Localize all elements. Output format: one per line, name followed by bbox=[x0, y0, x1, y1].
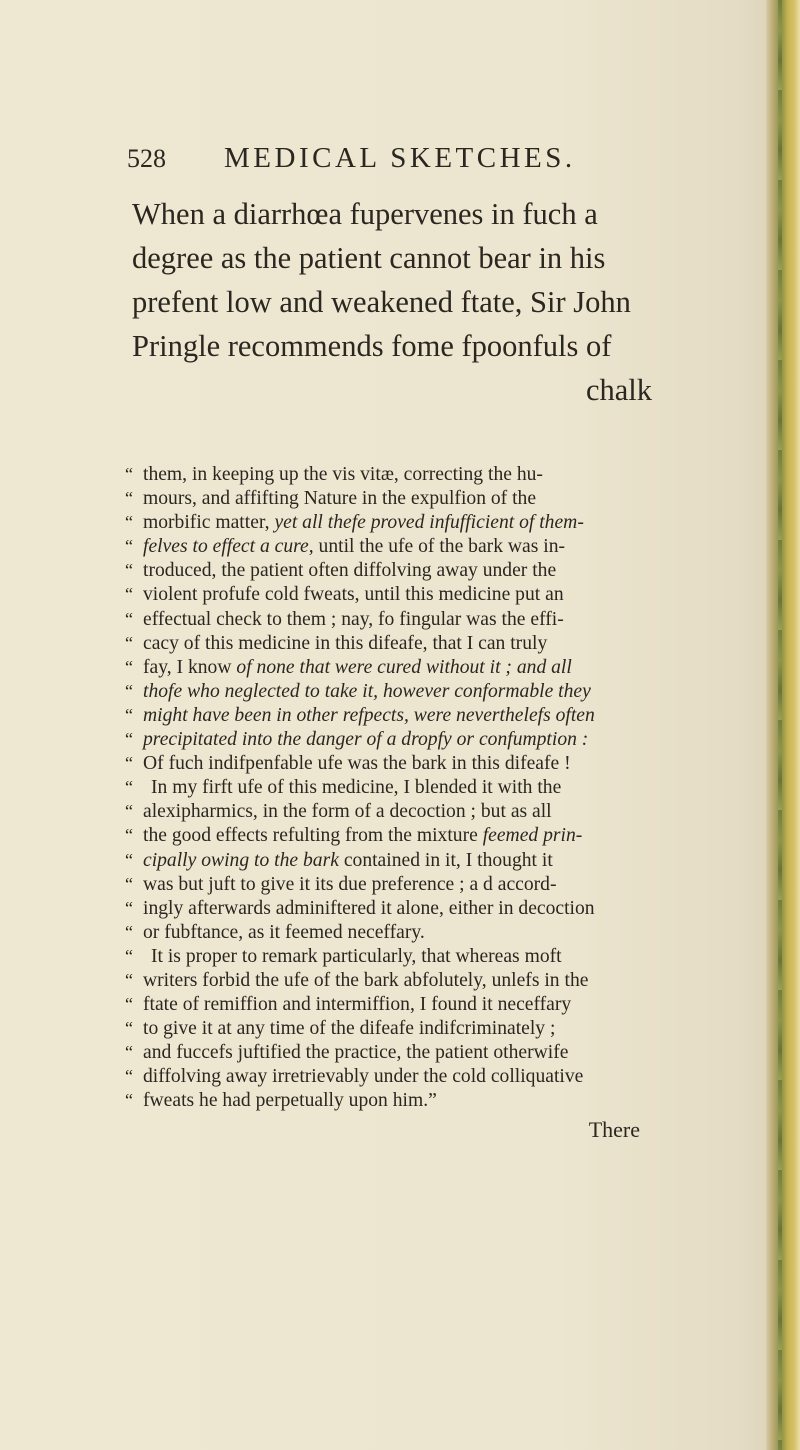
quote-mark: “ bbox=[125, 849, 133, 870]
quote-text-italic: might have been in other refpects, were neverthelefs often bbox=[143, 704, 595, 726]
catchword: There bbox=[588, 1117, 640, 1142]
quote-text: mours, and affifting Nature in the expulfion of the bbox=[143, 488, 537, 510]
quote-mark: “ bbox=[125, 1066, 133, 1087]
quote-text: fweats he had perpetually upon him.” bbox=[143, 1090, 437, 1112]
quote-text: ftate of remiffion and intermiffion, I found it neceffary bbox=[143, 994, 572, 1016]
quote-line bbox=[125, 775, 670, 799]
quote-text: was but juft to give it its due preference ; a d accord- bbox=[143, 873, 557, 895]
quote-mark: “ bbox=[125, 680, 133, 701]
quote-mark: “ bbox=[125, 488, 133, 509]
page-number: 528 bbox=[127, 144, 166, 173]
quote-text-italic: feemed prin- bbox=[482, 825, 583, 847]
quote-mark: “ bbox=[125, 656, 133, 677]
quote-line bbox=[125, 944, 670, 968]
quote-text: troduced, the patient often diffolving away under the bbox=[143, 560, 557, 582]
quote-line bbox=[125, 703, 670, 727]
quote-mark: “ bbox=[125, 560, 133, 581]
quote-mark: “ bbox=[125, 994, 133, 1015]
quote-text: diffolving away irretrievably under the cold colliquative bbox=[143, 1066, 584, 1088]
quote-mark: “ bbox=[125, 1090, 133, 1111]
quote-line bbox=[125, 631, 670, 655]
quote-line bbox=[125, 510, 670, 534]
quote-mark: “ bbox=[125, 632, 133, 653]
quote-line bbox=[125, 1040, 670, 1064]
quote-text: them, in keeping up the vis vitæ, correcting the hu- bbox=[143, 464, 543, 485]
quote-text: or fubftance, as it feemed neceffary. bbox=[143, 921, 425, 943]
quote-text: Of fuch indifpenfable ufe was the bark in this difeafe ! bbox=[143, 753, 571, 775]
intro-line-end: chalk bbox=[585, 373, 652, 407]
running-head: MEDICAL SKETCHES. bbox=[224, 142, 576, 174]
quote-mark: “ bbox=[125, 512, 133, 533]
quote-line bbox=[125, 848, 670, 872]
quote-text: ingly afterwards adminiftered it alone, either in decoction bbox=[143, 897, 595, 919]
quote-text: fay, I know bbox=[143, 656, 237, 678]
quote-mark: “ bbox=[125, 1018, 133, 1039]
quote-text: writers forbid the ufe of the bark abfolutely, unlefs in the bbox=[143, 969, 589, 991]
quote-text-italic: of none that were cured without it ; and all bbox=[236, 656, 572, 678]
quote-line bbox=[125, 920, 670, 944]
quote-line bbox=[125, 1064, 670, 1088]
quote-text: to give it at any time of the difeafe indifcriminately ; bbox=[143, 1018, 556, 1040]
quote-line bbox=[125, 751, 670, 775]
quote-line bbox=[125, 582, 670, 606]
quote-line bbox=[125, 486, 670, 510]
quote-text-italic: thofe who neglected to take it, however conformable they bbox=[143, 680, 591, 702]
quote-mark: “ bbox=[125, 1042, 133, 1063]
quote-mark: “ bbox=[125, 969, 133, 990]
quote-text: It is proper to remark particularly, that whereas moft bbox=[151, 945, 562, 967]
quote-text: cacy of this medicine in this difeafe, that I can truly bbox=[143, 632, 548, 654]
page-edge-binding bbox=[766, 0, 800, 1450]
quote-mark: “ bbox=[125, 825, 133, 846]
quote-mark: “ bbox=[125, 608, 133, 629]
quote-line bbox=[125, 823, 670, 847]
intro-line: Pringle recommends fome fpoonfuls of bbox=[132, 329, 612, 363]
quote-line bbox=[125, 607, 670, 631]
quote-text: In my firft ufe of this medicine, I blended it with the bbox=[151, 777, 562, 799]
quote-text: the good effects refulting from the mixture bbox=[143, 825, 483, 847]
quote-mark: “ bbox=[125, 536, 133, 557]
quote-text: alexipharmics, in the form of a decoction ; but as all bbox=[143, 801, 552, 823]
quote-line bbox=[125, 872, 670, 896]
quote-text-italic: yet all thefe proved infufficient of them- bbox=[274, 512, 584, 534]
quote-text: morbific matter, bbox=[143, 512, 275, 534]
quote-line bbox=[125, 1016, 670, 1040]
quote-text: effectual check to them ; nay, fo fingular was the effi- bbox=[143, 608, 564, 630]
quote-line bbox=[125, 679, 670, 703]
quote-line bbox=[125, 655, 670, 679]
quote-mark: “ bbox=[125, 945, 133, 966]
quoted-passage bbox=[125, 462, 670, 1113]
quote-text-italic: felves to effect a cure, bbox=[143, 536, 314, 558]
quote-text: until the ufe of the bark was in- bbox=[313, 536, 566, 558]
intro-line: prefent low and weakened ftate, Sir John bbox=[132, 285, 631, 319]
quote-line bbox=[125, 799, 670, 823]
quote-line bbox=[125, 534, 670, 558]
quote-line bbox=[125, 968, 670, 992]
quote-mark: “ bbox=[125, 897, 133, 918]
quote-text: violent profufe cold fweats, until this medicine put an bbox=[143, 584, 564, 606]
quote-mark: “ bbox=[125, 464, 133, 484]
intro-paragraph bbox=[132, 192, 652, 412]
quote-line bbox=[125, 1088, 670, 1112]
quote-mark: “ bbox=[125, 704, 133, 725]
quote-mark: “ bbox=[125, 921, 133, 942]
quote-mark: “ bbox=[125, 729, 133, 750]
quote-line bbox=[125, 727, 670, 751]
quote-line bbox=[125, 896, 670, 920]
quote-mark: “ bbox=[125, 777, 133, 798]
quote-text: and fuccefs juftified the practice, the patient otherwife bbox=[143, 1042, 569, 1064]
quote-text-italic: precipitated into the danger of a dropfy or confumption : bbox=[143, 729, 589, 751]
quote-text: contained in it, I thought it bbox=[338, 849, 553, 871]
quote-line bbox=[125, 992, 670, 1016]
quote-mark: “ bbox=[125, 584, 133, 605]
quote-line bbox=[125, 558, 670, 582]
quote-text-italic: cipally owing to the bark bbox=[143, 849, 339, 871]
quote-mark: “ bbox=[125, 873, 133, 894]
quote-mark: “ bbox=[125, 801, 133, 822]
page-header bbox=[127, 142, 687, 182]
quote-mark: “ bbox=[125, 753, 133, 774]
intro-line: degree as the patient cannot bear in his bbox=[132, 241, 606, 275]
quote-line bbox=[125, 462, 670, 486]
intro-line: When a diarrhœa fupervenes in fuch a bbox=[132, 197, 598, 231]
